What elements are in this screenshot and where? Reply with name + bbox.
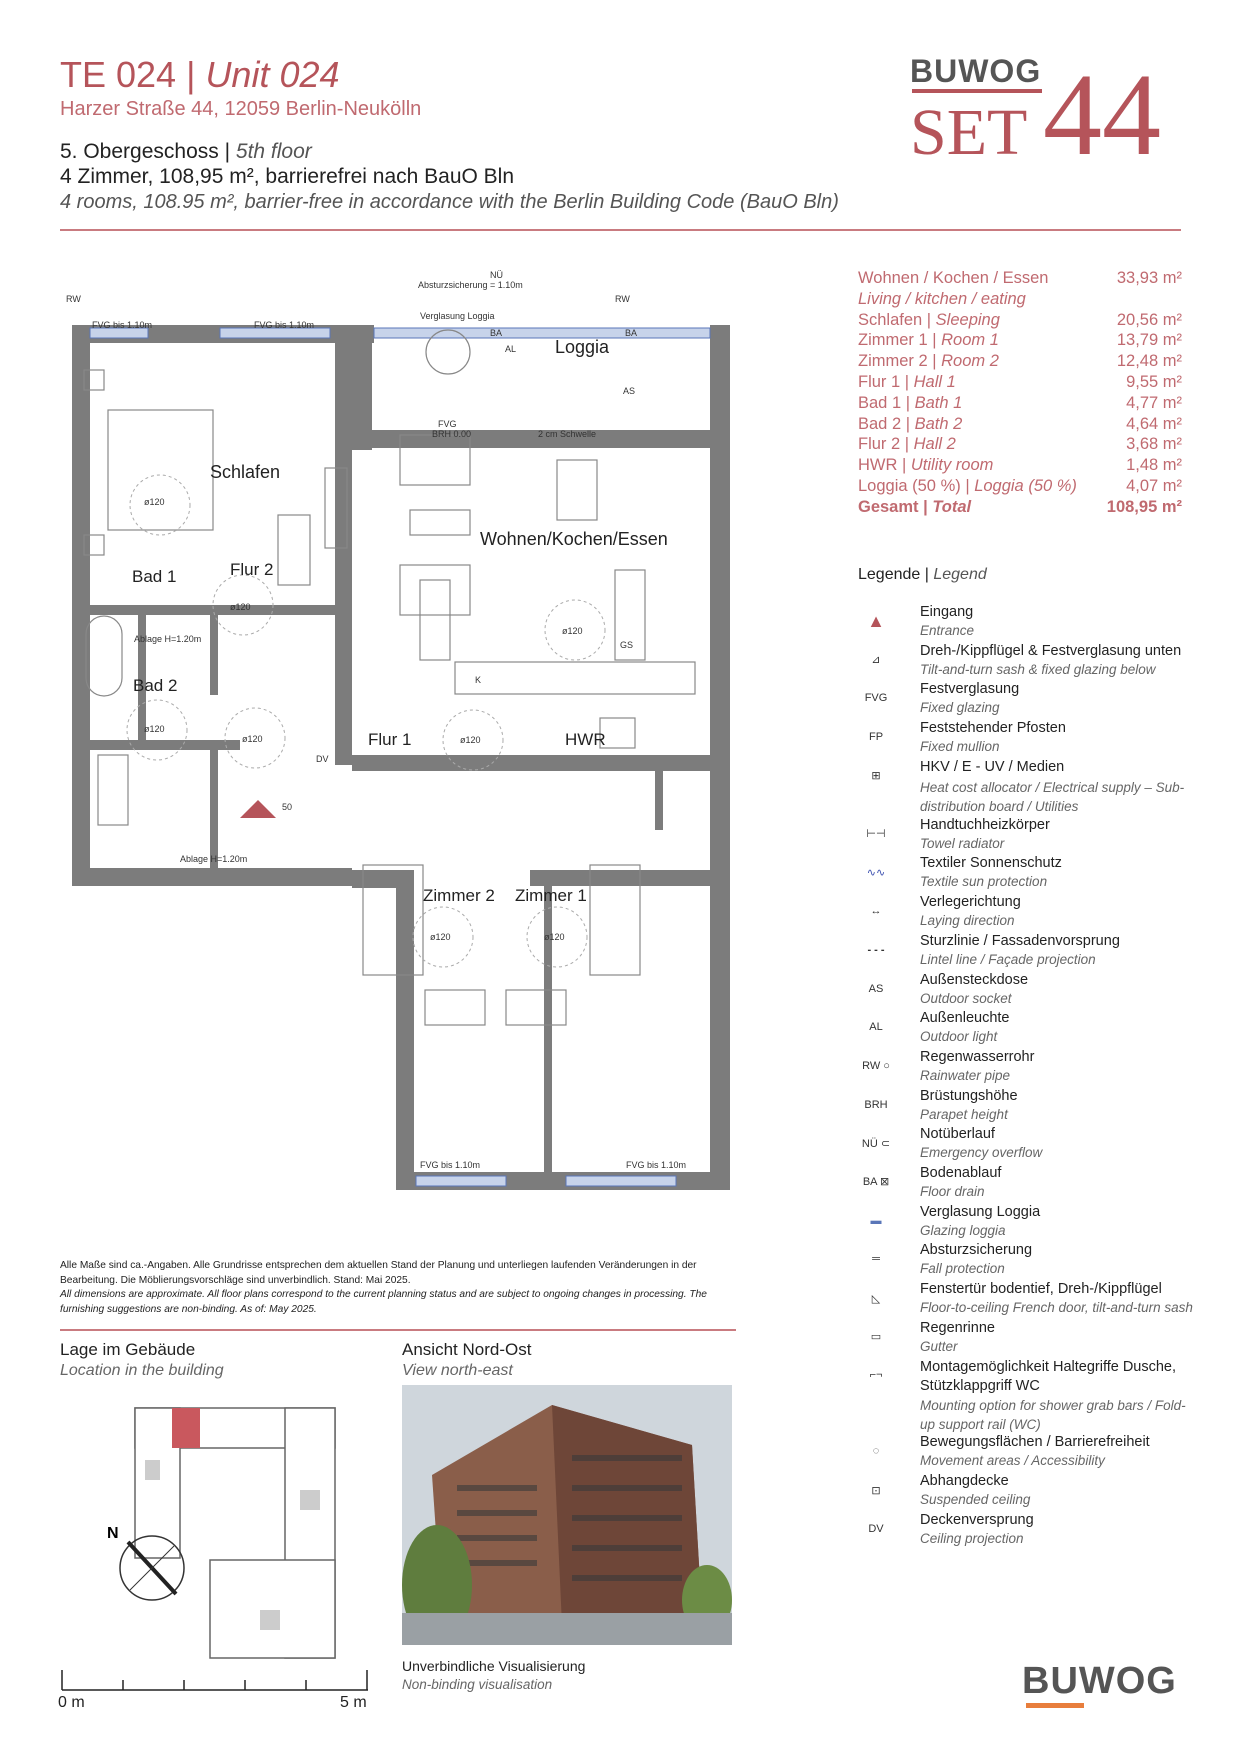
window-row xyxy=(457,1535,537,1541)
kitchen-k-label: K xyxy=(475,675,482,685)
annotations xyxy=(66,270,686,1170)
room-hwr: HWR xyxy=(565,730,606,749)
hkv-icon: ⊞ xyxy=(871,770,881,783)
logo-set-text: SET xyxy=(910,96,1028,169)
fall-protection-label: Absturzsicherung = 1.10m xyxy=(418,280,523,290)
area-label: Gesamt | xyxy=(858,497,933,516)
window-row xyxy=(572,1545,682,1551)
ba-label: BA xyxy=(490,328,503,338)
room-bad2: Bad 2 xyxy=(133,676,178,695)
legend-item-overflow xyxy=(858,1126,1198,1165)
fp-icon: FP xyxy=(868,731,884,744)
coffee-table xyxy=(410,510,470,535)
wall xyxy=(352,755,730,771)
fall-protection-icon: ═ xyxy=(872,1253,880,1266)
fvg-label: FVG bis 1.10m xyxy=(626,1160,687,1170)
legend-label: Dreh-/Kippflügel & Festverglasung unten xyxy=(920,642,1182,659)
area-row-schlafen xyxy=(858,310,1182,331)
legend-title-en: Legend xyxy=(933,566,987,583)
floor-separator: | xyxy=(218,140,236,163)
legend-item-floor-drain xyxy=(858,1165,1198,1204)
legend-label: Festverglasung xyxy=(920,681,1020,698)
legend-label: Brüstungshöhe xyxy=(920,1087,1018,1104)
area-label-en: Sleeping xyxy=(935,310,1000,329)
area-label-en: Loggia (50 %) xyxy=(974,476,1077,495)
dining-table xyxy=(557,460,597,520)
shower xyxy=(98,755,128,825)
location-title-en: Location in the building xyxy=(60,1362,224,1379)
wall xyxy=(90,605,350,615)
unit-highlight xyxy=(172,1408,200,1448)
legend-item-tilt-turn xyxy=(858,643,1198,682)
area-row-bad1 xyxy=(858,393,1182,414)
glazing-loggia-icon: ▬ xyxy=(870,1214,882,1227)
title-separator: | xyxy=(176,54,206,95)
render-caption: Unverbindliche Visualisierung xyxy=(402,1658,586,1674)
fvg-icon: FVG xyxy=(864,692,888,705)
as-icon: AS xyxy=(868,982,884,995)
rw-label: RW xyxy=(615,294,630,304)
legend-label-en: Movement areas / Accessibility xyxy=(920,1453,1105,1469)
building-outline xyxy=(135,1408,335,1658)
entrance-icon: ▲ xyxy=(867,610,885,631)
area-row-hwr xyxy=(858,455,1182,476)
area-row-loggia xyxy=(858,476,1182,497)
scale-ticks xyxy=(62,1670,367,1690)
legend-label: Feststehender Pfosten xyxy=(920,720,1066,737)
legend-label: Deckenversprung xyxy=(920,1511,1034,1528)
area-row-total xyxy=(858,497,1182,518)
logo-number-text: 44 xyxy=(1043,49,1161,180)
area-value: 4,07 m² xyxy=(1126,476,1182,495)
area-value: 12,48 m² xyxy=(1116,352,1182,371)
area-label: Zimmer 1 | xyxy=(858,331,942,350)
room-zimmer2: Zimmer 2 xyxy=(423,886,495,905)
legend-item-outdoor-light xyxy=(858,1010,1198,1049)
window-row xyxy=(572,1455,682,1461)
area-label: Schlafen | xyxy=(858,310,936,329)
area-label: Wohnen / Kochen / Essen xyxy=(858,269,1049,287)
dv-label: DV xyxy=(316,754,329,764)
scale-bar xyxy=(60,1664,370,1694)
room-loggia: Loggia xyxy=(555,337,610,357)
towel-radiator-icon: ⊢⊣ xyxy=(866,828,886,841)
address: Harzer Straße 44, 12059 Berlin-Neukölln xyxy=(60,98,422,120)
nue-label: NÜ xyxy=(490,270,503,280)
room-bad1: Bad 1 xyxy=(132,567,177,586)
fvg-label: FVG bis 1.10m xyxy=(254,320,315,330)
legend-item-towel-radiator xyxy=(858,817,1198,856)
legend-label-en: Towel radiator xyxy=(920,835,1005,851)
footer-logo: BUWOG xyxy=(1022,1660,1177,1702)
area-label-en: Room 2 xyxy=(941,352,999,371)
area-label: Bad 1 | xyxy=(858,393,915,412)
area-label-en: Room 1 xyxy=(941,331,999,350)
rooms-summary-de: 4 Zimmer, 108,95 m², barrierefrei nach BauO Bln xyxy=(60,165,515,188)
wall xyxy=(352,325,372,450)
window xyxy=(416,1176,506,1186)
grab-bar-icon: ⌐¬ xyxy=(869,1369,883,1382)
legend-label-en: Floor-to-ceiling French door, tilt-and-turn sash xyxy=(920,1300,1193,1315)
area-label: Bad 2 | xyxy=(858,414,915,433)
fvg-label: FVG bis 1.10m xyxy=(420,1160,481,1170)
area-row-zimmer1 xyxy=(858,330,1182,351)
sun-protection-icon: ∿∿ xyxy=(866,866,886,879)
area-value: 20,56 m² xyxy=(1116,310,1182,329)
legend-item-fall-protection xyxy=(858,1242,1198,1281)
rooms-summary-en: 4 rooms, 108.95 m², barrier-free in accordance with the Berlin Building Code (BauO Bln) xyxy=(60,191,839,213)
wall xyxy=(352,870,414,888)
legend-label: Außenleuchte xyxy=(920,1010,1010,1027)
area-value: 33,93 m² xyxy=(1116,269,1182,287)
walls xyxy=(72,325,730,1190)
area-value: 3,68 m² xyxy=(1126,435,1182,454)
area-label-en: Utility room xyxy=(910,456,994,475)
north-label: N xyxy=(107,1525,119,1542)
legend-label: Eingang xyxy=(920,604,974,620)
legend-label: Handtuchheizkörper xyxy=(920,816,1050,833)
wall xyxy=(72,868,352,886)
legend-label-en: Suspended ceiling xyxy=(920,1492,1031,1508)
area-value: 13,79 m² xyxy=(1116,331,1182,350)
legend-label-en: Heat cost allocator / Electrical supply – Sub-distribution board / Utilities xyxy=(920,779,1185,814)
legend-label: Abhangdecke xyxy=(920,1473,1009,1490)
area-value: 9,55 m² xyxy=(1126,372,1182,391)
loggia-glazing xyxy=(374,328,710,338)
wall xyxy=(335,325,352,765)
legend-item-entrance xyxy=(858,604,1198,643)
wall xyxy=(396,870,414,1190)
rw-label: RW xyxy=(66,294,81,304)
building-wing-south xyxy=(210,1560,335,1658)
area-value: 4,77 m² xyxy=(1126,393,1182,412)
legend-item-sun-protection xyxy=(858,855,1198,894)
legend-item-fixed-glazing xyxy=(858,681,1198,720)
view-title: Ansicht Nord-Ost xyxy=(402,1340,532,1359)
area-table xyxy=(858,268,1182,518)
area-label: Flur 1 | xyxy=(858,372,914,391)
wall xyxy=(210,740,218,870)
legend-label: HKV / E - UV / Medien xyxy=(920,758,1065,775)
window-row xyxy=(457,1510,537,1516)
ceiling-projection-icon: DV xyxy=(868,1522,884,1535)
as-label: AS xyxy=(623,386,636,396)
circle-label: ø120 xyxy=(230,602,251,612)
wall xyxy=(530,870,730,886)
header-divider xyxy=(60,229,1181,231)
legend-label: Montagemöglichkeit Haltegriffe Dusche, Stützklappgriff WC xyxy=(920,1359,1177,1395)
wall xyxy=(210,605,218,695)
wall xyxy=(544,885,552,1175)
legend-label: Notüberlauf xyxy=(920,1126,995,1143)
legend-label: Außensteckdose xyxy=(920,971,1029,988)
legend-label-en: Parapet height xyxy=(920,1106,1008,1122)
legend-label-en: Ceiling projection xyxy=(920,1530,1024,1546)
legend-item-suspended-ceiling xyxy=(858,1473,1198,1512)
dishwasher-label: GS xyxy=(620,640,634,650)
area-label-en: Total xyxy=(932,497,972,516)
circle-label: ø120 xyxy=(460,735,481,745)
scale-end-label: 5 m xyxy=(340,1694,367,1711)
legend-item-parapet xyxy=(858,1088,1198,1127)
room-flur2: Flur 2 xyxy=(230,560,274,579)
core xyxy=(260,1610,280,1630)
legend-label-en: Tilt-and-turn sash & fixed glazing below xyxy=(920,661,1156,677)
area-row-wohnen-en xyxy=(858,289,1182,310)
wall xyxy=(710,870,730,1190)
area-row-bad2 xyxy=(858,414,1182,435)
legend-item-rainwater xyxy=(858,1049,1198,1088)
legend-label-en: Fall protection xyxy=(920,1261,1005,1277)
legend-label-en: Mounting option for shower grab bars / Fold-up support rail (WC) xyxy=(920,1398,1186,1433)
movement-area-icon: ◌ xyxy=(872,1445,880,1458)
legend-label-en: Rainwater pipe xyxy=(920,1067,1011,1083)
legend-item-laying-direction xyxy=(858,894,1198,933)
legend-label: Verlegerichtung xyxy=(920,894,1021,911)
legend-label-en: Fixed mullion xyxy=(920,739,1000,755)
legend-title-de: Legende xyxy=(858,566,921,583)
unit-title-de: TE 024 xyxy=(60,54,177,95)
legend-label-en: Entrance xyxy=(920,623,975,638)
legend-item-grab-bars xyxy=(858,1358,1198,1434)
desk xyxy=(425,990,485,1025)
dimension-label: 50 xyxy=(282,802,293,812)
location-map xyxy=(107,1400,350,1660)
ablage-label: Ablage H=1.20m xyxy=(134,634,202,644)
disclaimer-de: Alle Maße sind ca.-Angaben. Alle Grundrisse entsprechen dem aktuellen Stand der Planung und unterliegen laufenden Veränderungen in der Bearbeitung. Die Möblierungsvorschläge sind unverbindlich. Stand: Mai 2025. xyxy=(60,1260,697,1286)
wall xyxy=(655,770,663,830)
legend-label: Bewegungsflächen / Barrierefreiheit xyxy=(920,1434,1150,1451)
legend-label-en: Emergency overflow xyxy=(920,1145,1043,1161)
circle-label: ø120 xyxy=(144,724,165,734)
area-row-wohnen xyxy=(858,268,1182,289)
legend-list xyxy=(858,604,1198,1550)
legend-item-lintel xyxy=(858,933,1198,972)
legend-label: Sturzlinie / Fassadenvorsprung xyxy=(920,932,1120,949)
floor-de: 5. Obergeschoss xyxy=(60,140,219,163)
double-bed xyxy=(108,410,213,530)
kitchen-counter xyxy=(455,662,695,694)
circle-label: ø120 xyxy=(144,497,165,507)
legend-label-en: Glazing loggia xyxy=(920,1222,1006,1238)
rw-icon: RW ○ xyxy=(862,1059,890,1072)
laying-direction-icon: ↔ xyxy=(870,905,882,918)
brh-icon: BRH xyxy=(864,1098,888,1111)
circle-label: ø120 xyxy=(562,626,583,636)
street xyxy=(402,1613,732,1645)
wall xyxy=(72,325,90,885)
floor-en: 5th floor xyxy=(235,140,312,163)
legend-item-french-door xyxy=(858,1281,1198,1320)
floor-line xyxy=(60,140,312,164)
disclaimer xyxy=(60,1259,736,1317)
legend-label: Bodenablauf xyxy=(920,1164,1002,1181)
nue-icon: NÜ ⊂ xyxy=(861,1137,891,1150)
suspended-ceiling-icon: ⊡ xyxy=(871,1484,881,1497)
area-value: 108,95 m² xyxy=(1106,497,1182,516)
circle-label: ø120 xyxy=(544,932,565,942)
area-label: Flur 2 | xyxy=(858,435,914,454)
disclaimer-divider xyxy=(60,1329,736,1331)
legend-item-movement-areas xyxy=(858,1434,1198,1473)
circle-label: ø120 xyxy=(430,932,451,942)
legend-label-en: Laying direction xyxy=(920,913,1015,929)
wardrobe xyxy=(278,515,310,585)
french-door-icon: ◺ xyxy=(871,1292,881,1305)
sofa xyxy=(400,565,470,615)
legend-label-en: Lintel line / Façade projection xyxy=(920,951,1096,967)
room-zimmer1: Zimmer 1 xyxy=(515,886,587,905)
room-flur1: Flur 1 xyxy=(368,730,412,749)
entrance-icon xyxy=(240,800,276,818)
kitchen-unit xyxy=(420,580,450,660)
legend-label: Verglasung Loggia xyxy=(920,1203,1041,1220)
floorplan xyxy=(60,270,750,1200)
legend-label-en: Gutter xyxy=(920,1338,958,1354)
legend-title: Legende | Legend xyxy=(858,566,987,583)
legend-label: Textiler Sonnenschutz xyxy=(920,855,1062,872)
window xyxy=(566,1176,676,1186)
al-label: AL xyxy=(505,344,517,354)
window-row xyxy=(572,1515,682,1521)
legend-label: Regenrinne xyxy=(920,1319,995,1336)
area-row-flur2 xyxy=(858,434,1182,455)
area-label-en: Bath 2 xyxy=(914,414,963,433)
tilt-turn-icon: ⊿ xyxy=(871,654,881,667)
legend-item-outdoor-socket xyxy=(858,972,1198,1011)
legend-item-hkv xyxy=(858,759,1198,817)
brh-label: BRH 0.00 xyxy=(432,429,472,439)
room-schlafen: Schlafen xyxy=(210,462,281,482)
legend-label: Regenwasserrohr xyxy=(920,1048,1035,1065)
gutter-icon: ▭ xyxy=(870,1331,882,1344)
window-row xyxy=(572,1485,682,1491)
circle-label: ø120 xyxy=(242,734,263,744)
legend-item-glazing-loggia xyxy=(858,1204,1198,1243)
bathtub xyxy=(86,616,122,696)
lintel-line-icon: - - - xyxy=(867,943,885,956)
legend-item-gutter xyxy=(858,1320,1198,1359)
window-row xyxy=(572,1575,682,1581)
threshold-label: 2 cm Schwelle xyxy=(538,429,597,439)
fvg-label: FVG xyxy=(438,419,457,429)
area-label-en: Bath 1 xyxy=(914,393,963,412)
legend-label-en: Floor drain xyxy=(920,1183,985,1199)
buwog-set44-logo xyxy=(910,49,1195,180)
ba-icon: BA ⊠ xyxy=(862,1176,890,1189)
legend-item-fixed-mullion xyxy=(858,720,1198,759)
area-row-zimmer2 xyxy=(858,351,1182,372)
legend-label-en: Fixed glazing xyxy=(920,700,1000,716)
wall xyxy=(710,325,730,885)
core xyxy=(145,1460,160,1480)
area-label: HWR | xyxy=(858,456,911,475)
unit-title-en: Unit 024 xyxy=(205,54,340,95)
fvg-label: FVG bis 1.10m xyxy=(92,320,153,330)
area-value: 1,48 m² xyxy=(1126,456,1182,475)
legend-label-en: Outdoor light xyxy=(920,1029,998,1045)
legend-label: Absturzsicherung xyxy=(920,1242,1033,1259)
legend-item-ceiling-projection xyxy=(858,1512,1198,1551)
area-label-en: Living / kitchen / eating xyxy=(858,289,1026,308)
ba-label: BA xyxy=(625,328,638,338)
ablage-label: Ablage H=1.20m xyxy=(180,854,248,864)
legend-label: Fenstertür bodentief, Dreh-/Kippflügel xyxy=(920,1281,1162,1297)
legend-label-en: Outdoor socket xyxy=(920,990,1012,1006)
view-title-en: View north-east xyxy=(402,1362,513,1379)
al-icon: AL xyxy=(869,1021,883,1034)
area-row-flur1 xyxy=(858,372,1182,393)
desk xyxy=(506,990,566,1025)
core xyxy=(300,1490,320,1510)
logo-underline xyxy=(912,89,1042,93)
disclaimer-en: All dimensions are approximate. All floor plans correspond to the current planning status and are subject to ongoing changes in processing. The furnishing suggestions are non-binding. As of: May 2025. xyxy=(60,1289,707,1315)
logo-buwog-text: BUWOG xyxy=(910,53,1042,89)
area-label: Zimmer 2 | xyxy=(858,352,942,371)
area-label-en: Hall 1 xyxy=(913,372,956,391)
glazing-label: Verglasung Loggia xyxy=(420,311,495,321)
scale-start-label: 0 m xyxy=(58,1694,85,1711)
building-render-image xyxy=(402,1385,732,1645)
window-row xyxy=(457,1485,537,1491)
render-caption-en: Non-binding visualisation xyxy=(402,1677,553,1692)
legend-label-en: Textile sun protection xyxy=(920,874,1048,890)
location-title: Lage im Gebäude xyxy=(60,1340,196,1359)
area-value: 4,64 m² xyxy=(1126,414,1182,433)
area-label: Loggia (50 %) | xyxy=(858,476,975,495)
area-label-en: Hall 2 xyxy=(913,435,956,454)
room-wohnen: Wohnen/Kochen/Essen xyxy=(480,529,668,549)
unit-title xyxy=(60,54,340,96)
footer-logo-bar xyxy=(1026,1703,1084,1708)
